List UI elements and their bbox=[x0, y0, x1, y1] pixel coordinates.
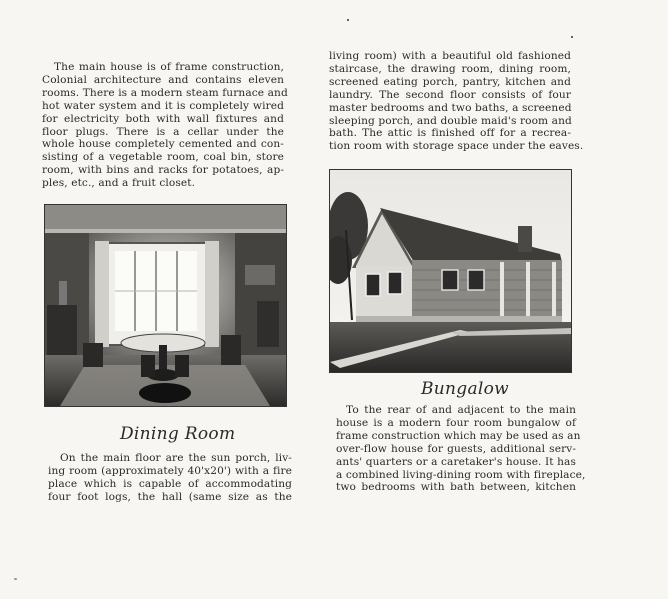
paper-speck bbox=[347, 19, 349, 21]
text-line: two bedrooms with bath between, kitchen bbox=[336, 481, 576, 494]
text-line: living room) with a beautiful old fashioned bbox=[329, 50, 571, 62]
left-main-floor-paragraph bbox=[48, 452, 292, 504]
text-line: house is a modern four room bungalow of bbox=[336, 416, 576, 429]
text-line: On the main floor are the sun porch, liv- bbox=[60, 452, 292, 464]
right-continued-paragraph bbox=[329, 50, 584, 153]
text-line: a combined living-dining room with fireplace, bbox=[336, 468, 586, 481]
right-bungalow-paragraph bbox=[336, 404, 586, 494]
bungalow-photo bbox=[329, 169, 572, 373]
text-line: ants' quarters or a caretaker's house. It has bbox=[336, 455, 576, 468]
text-line: tion room with storage space under the eaves. bbox=[329, 140, 584, 153]
paper-speck bbox=[571, 36, 573, 38]
text-line: sisting of a vegetable room, coal bin, store bbox=[42, 151, 284, 164]
text-line: over-flow house for guests, additional serv- bbox=[336, 442, 576, 455]
text-line: ples, etc., and a fruit closet. bbox=[42, 177, 196, 190]
text-line: frame construction which may be used as an bbox=[336, 429, 581, 442]
dining-room-photo bbox=[44, 204, 287, 407]
text-line: Colonial architecture and contains eleven bbox=[42, 73, 284, 86]
bungalow-caption: Bungalow bbox=[421, 379, 510, 399]
text-line: place which is capable of accommodating bbox=[48, 477, 292, 490]
text-line: sleeping porch, and double maid's room and bbox=[329, 114, 572, 127]
text-line: whole house completely cemented and con- bbox=[42, 138, 284, 151]
paper-speck bbox=[14, 578, 17, 580]
text-line: screened eating porch, pantry, kitchen and bbox=[329, 75, 571, 88]
text-line: floor plugs. There is a cellar under the bbox=[42, 125, 284, 138]
bungalow-illustration bbox=[330, 170, 571, 372]
text-line: for electricity both with wall fixtures and bbox=[42, 112, 284, 125]
dining-room-caption: Dining Room bbox=[120, 424, 236, 444]
text-line: room, with bins and racks for potatoes, ap- bbox=[42, 164, 284, 177]
text-line: rooms. There is a modern steam furnace and bbox=[42, 86, 288, 99]
text-line: bath. The attic is finished off for a recrea- bbox=[329, 127, 571, 140]
dining-room-illustration bbox=[45, 205, 286, 406]
left-intro-paragraph bbox=[42, 61, 288, 190]
text-line: ing room (approximately 40'x20') with a fire bbox=[48, 464, 292, 477]
text-line: master bedrooms and two baths, a screened bbox=[329, 101, 572, 114]
text-line: To the rear of and adjacent to the main bbox=[346, 404, 576, 416]
text-line: staircase, the drawing room, dining room, bbox=[329, 62, 571, 75]
text-line: laundry. The second floor consists of four bbox=[329, 88, 571, 101]
text-line: The main house is of frame construction, bbox=[54, 61, 284, 73]
text-line: four foot logs, the hall (same size as the bbox=[48, 490, 292, 503]
text-line: hot water system and it is completely wired bbox=[42, 99, 284, 112]
